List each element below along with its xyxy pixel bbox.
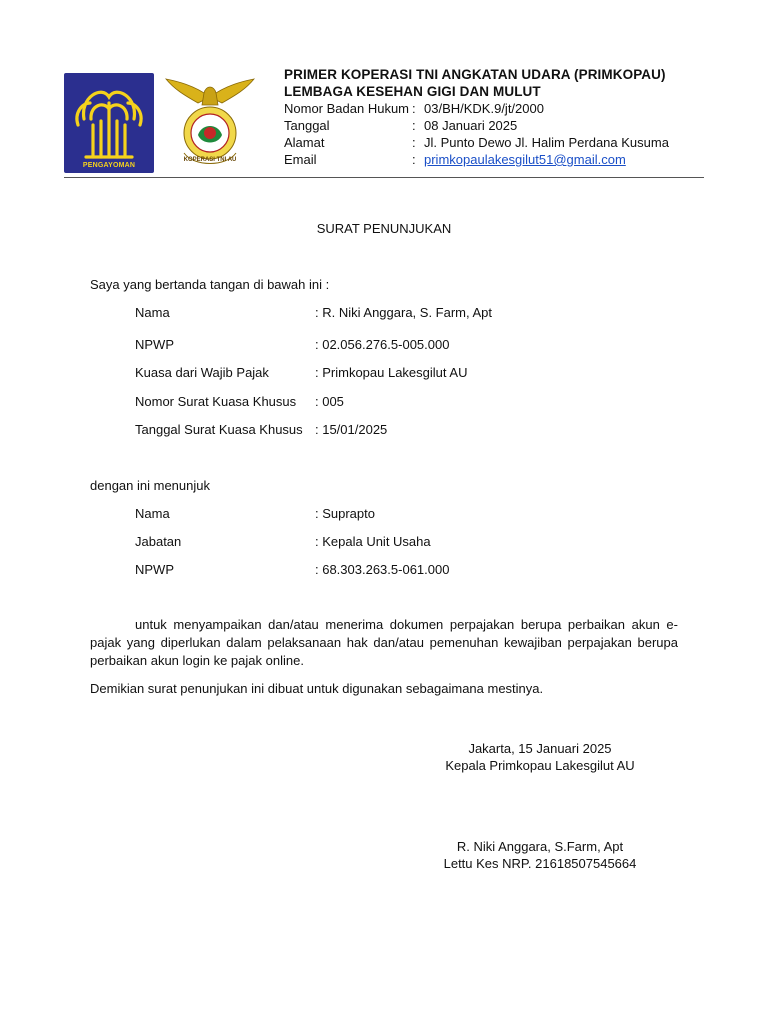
org-name: PRIMER KOPERASI TNI ANGKATAN UDARA (PRIMKOPAU)	[284, 67, 666, 82]
field-label: Jabatan	[135, 534, 182, 549]
signer-npwp-field	[135, 337, 449, 352]
signer-nama-field	[135, 305, 492, 320]
signature-footer	[400, 838, 680, 872]
letterhead-row	[284, 134, 714, 151]
purpose-paragraph: untuk menyampaikan dan/atau menerima dokumen perpajakan berupa perbaikan akun e-pajak yang diperlukan dalam pelaksanaan hak dan/atau pemenuhan kewajiban perpajakan berupa perbaikan akun login ke pajak online.	[90, 617, 678, 668]
closing-text: Demikian surat penunjukan ini dibuat untuk digunakan sebagaimana mestinya.	[90, 681, 544, 696]
field-value: : Kepala Unit Usaha	[315, 534, 431, 549]
signer-kuasa-field	[135, 365, 467, 380]
field-value: : 15/01/2025	[315, 422, 388, 437]
signature-header	[400, 740, 680, 774]
pengayoman-tree-icon	[64, 73, 154, 173]
field-label: Tanggal Surat Kuasa Khusus	[135, 422, 303, 437]
row-sep: :	[412, 152, 416, 167]
place-date: Jakarta, 15 Januari 2025	[468, 741, 612, 756]
koperasi-tni-au-logo	[164, 75, 256, 175]
pengayoman-logo	[64, 73, 154, 173]
field-label: Kuasa dari Wajib Pajak	[135, 365, 269, 380]
field-label: NPWP	[135, 562, 174, 577]
document-title: SURAT PENUNJUKAN	[316, 221, 452, 236]
signer-rank: Lettu Kes NRP. 21618507545664	[443, 856, 637, 871]
row-value: 03/BH/KDK.9/jt/2000	[424, 101, 544, 116]
signer-name: R. Niki Anggara, S.Farm, Apt	[456, 839, 624, 854]
field-value: : 68.303.263.5-061.000	[315, 562, 450, 577]
field-value: : Primkopau Lakesgilut AU	[315, 365, 468, 380]
field-label: Nama	[135, 506, 170, 521]
field-label: Nama	[135, 305, 170, 320]
row-value: Jl. Punto Dewo Jl. Halim Perdana Kusuma	[424, 135, 669, 150]
appoint-intro-text: dengan ini menunjuk	[90, 478, 210, 493]
org-unit: LEMBAGA KESEHAN GIGI DAN MULUT	[284, 84, 541, 99]
row-label: Email	[284, 152, 317, 167]
row-label: Alamat	[284, 135, 325, 150]
field-label: NPWP	[135, 337, 174, 352]
row-label: Tanggal	[284, 118, 330, 133]
letterhead-info	[284, 66, 714, 168]
field-label: Nomor Surat Kuasa Khusus	[135, 394, 297, 409]
row-sep: :	[412, 118, 416, 133]
signer-nomor-field	[135, 394, 344, 409]
letterhead-row	[284, 100, 714, 117]
row-sep: :	[412, 135, 416, 150]
row-value: 08 Januari 2025	[424, 118, 518, 133]
signer-tanggal-field	[135, 422, 387, 437]
field-value: : 005	[315, 394, 344, 409]
signer-position: Kepala Primkopau Lakesgilut AU	[445, 758, 635, 773]
field-value: : R. Niki Anggara, S. Farm, Apt	[315, 305, 493, 320]
appointee-npwp-field	[135, 562, 449, 577]
appointee-nama-field	[135, 506, 375, 521]
letterhead-divider	[64, 177, 704, 178]
row-sep: :	[412, 101, 416, 116]
field-value: : 02.056.276.5-005.000	[315, 337, 450, 352]
letterhead-row	[284, 117, 714, 134]
letterhead-row	[284, 151, 714, 168]
appointee-jabatan-field	[135, 534, 431, 549]
koperasi-logo-text: KOPERASI TNI AU	[183, 157, 237, 163]
field-value: : Suprapto	[315, 506, 375, 521]
email-link[interactable]: primkopaulakesgilut51@gmail.com	[424, 152, 626, 167]
row-label: Nomor Badan Hukum	[284, 101, 409, 116]
intro-text: Saya yang bertanda tangan di bawah ini :	[90, 277, 330, 292]
pengayoman-logo-text: PENGAYOMAN	[82, 162, 136, 169]
